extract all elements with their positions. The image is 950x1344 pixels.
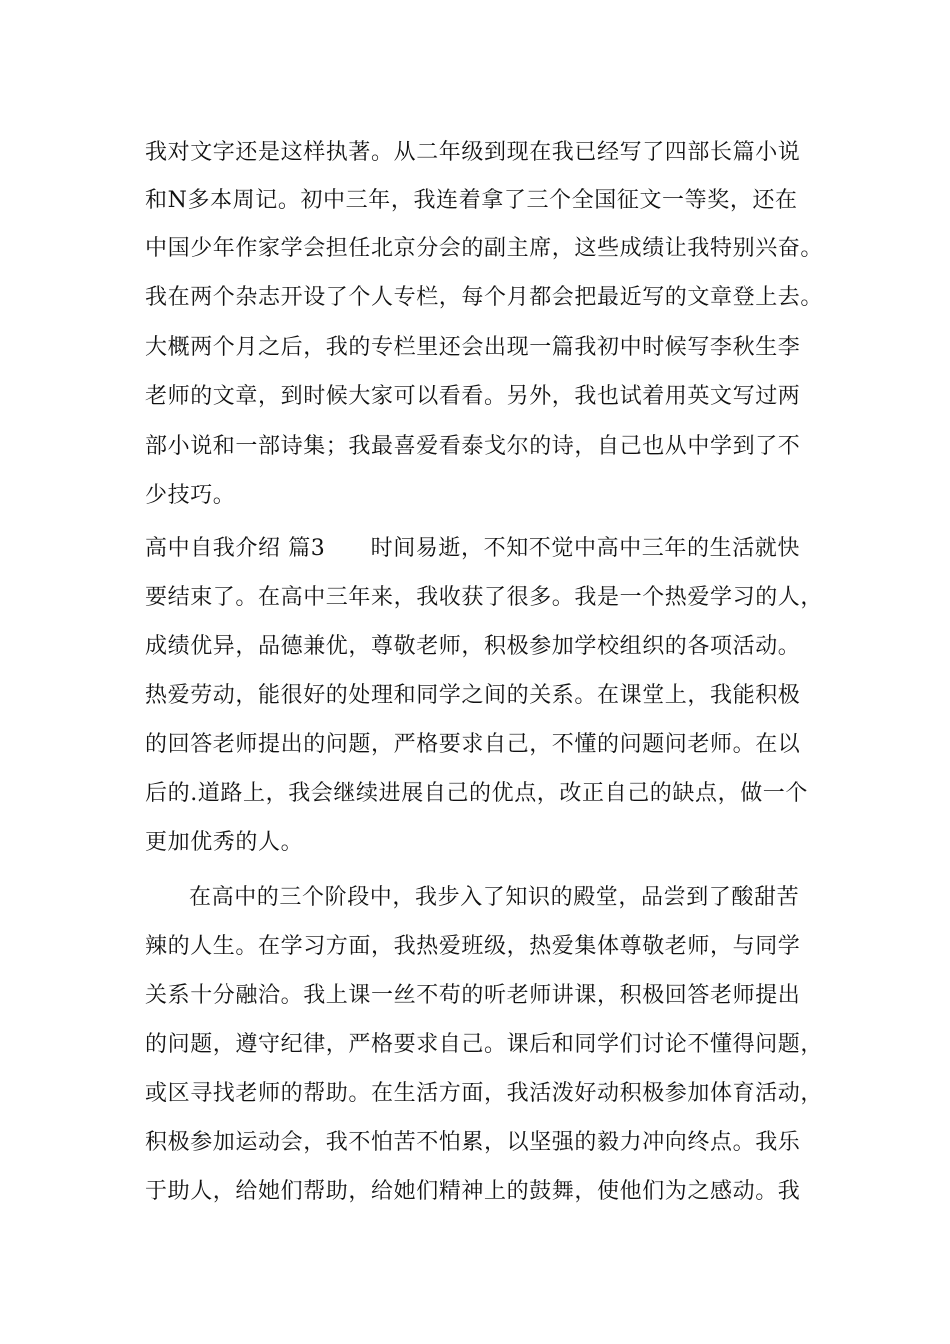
text-line: 热爱劳动，能很好的处理和同学之间的关系。在课堂上，我能积极: [145, 683, 801, 708]
section-heading-line: 高中自我介绍 篇3 时间易逝，不知不觉中高中三年的生活就快: [145, 536, 800, 561]
text-line: 部小说和一部诗集；我最喜爱看泰戈尔的诗，自己也从中学到了不: [145, 434, 801, 459]
text-line: 我在两个杂志开设了个人专栏，每个月都会把最近写的文章登上去。: [145, 285, 824, 310]
text-line: 我对文字还是这样执著。从二年级到现在我已经写了四部长篇小说: [145, 140, 801, 165]
text-line: 老师的文章，到时候大家可以看看。另外，我也试着用英文写过两: [145, 384, 801, 409]
text-line: 成绩优异，品德兼优，尊敬老师，积极参加学校组织的各项活动。: [145, 634, 801, 659]
text-line: 的问题，遵守纪律，严格要求自己。课后和同学们讨论不懂得问题，: [145, 1032, 824, 1057]
text-line: 要结束了。在高中三年来，我收获了很多。我是一个热爱学习的人，: [145, 585, 824, 610]
text-line: 关系十分融洽。我上课一丝不苟的听老师讲课，积极回答老师提出: [145, 983, 801, 1008]
text-line: 的回答老师提出的问题，严格要求自己，不懂的问题问老师。在以: [145, 732, 801, 757]
text-line: 少技巧。: [145, 483, 236, 508]
text-line: 和N多本周记。初中三年，我连着拿了三个全国征文一等奖，还在: [145, 188, 798, 213]
text-line: 辣的人生。在学习方面，我热爱班级，热爱集体尊敬老师，与同学: [145, 934, 801, 959]
text-line: 于助人，给她们帮助，给她们精神上的鼓舞，使他们为之感动。我: [145, 1179, 801, 1204]
text-line: 或区寻找老师的帮助。在生活方面，我活泼好动积极参加体育活动，: [145, 1081, 824, 1106]
text-line: 更加优秀的人。: [145, 830, 304, 855]
text-line: 后的.道路上，我会继续进展自己的优点，改正自己的缺点，做一个: [145, 781, 808, 806]
paragraph-first-line: 在高中的三个阶段中，我步入了知识的殿堂，品尝到了酸甜苦: [189, 885, 800, 910]
text-line: 积极参加运动会，我不怕苦不怕累，以坚强的毅力冲向终点。我乐: [145, 1130, 801, 1155]
text-line: 中国少年作家学会担任北京分会的副主席，这些成绩让我特别兴奋。: [145, 236, 824, 261]
text-line: 大概两个月之后，我的专栏里还会出现一篇我初中时候写李秋生李: [145, 335, 801, 360]
